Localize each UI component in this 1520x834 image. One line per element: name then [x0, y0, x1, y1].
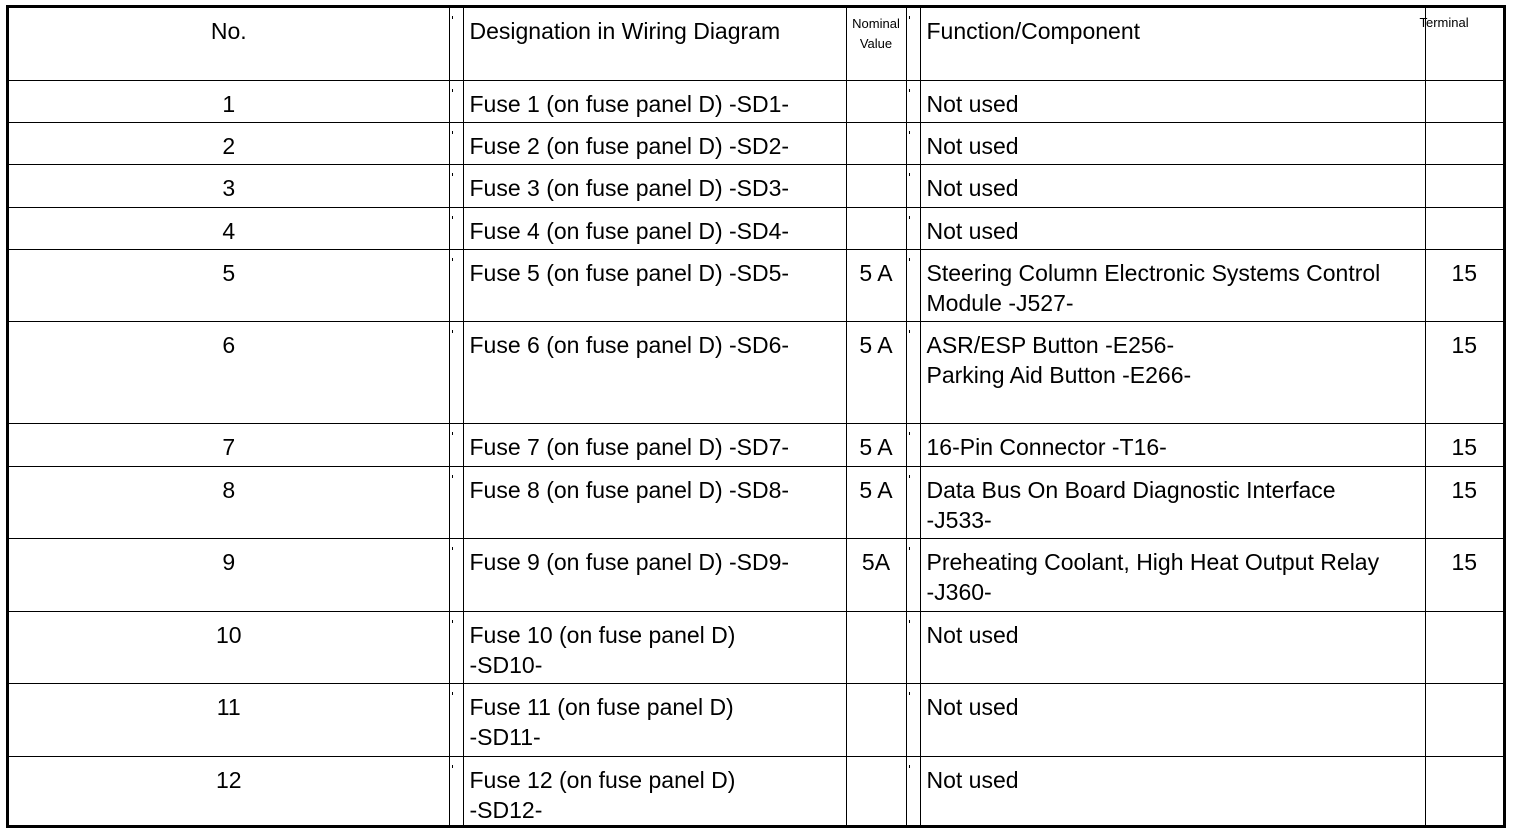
spacer-cell [449, 122, 463, 164]
cell-function [920, 122, 1425, 164]
cell-nominal-value: 5 A [846, 423, 906, 466]
spacer-cell [906, 683, 920, 756]
spacer-cell [449, 164, 463, 207]
cell-nominal-value [846, 683, 906, 756]
header-no: No. [210, 18, 247, 44]
fuse-table-frame [6, 5, 1506, 828]
table-row [9, 466, 1503, 538]
cell-terminal [1425, 611, 1503, 683]
cell-designation [463, 756, 846, 828]
spacer-cell [906, 321, 920, 423]
cell-terminal [1425, 122, 1503, 164]
cell-no: 12 [9, 756, 449, 828]
cell-terminal: 15 [1425, 423, 1503, 466]
spacer-cell [906, 207, 920, 249]
designation-line1: Fuse 6 (on fuse panel D) -SD6- [469, 331, 790, 358]
cell-terminal: 15 [1425, 538, 1503, 611]
cell-nominal-value [846, 207, 906, 249]
cell-no: 3 [9, 164, 449, 207]
table-row [9, 122, 1503, 164]
cell-function [920, 207, 1425, 249]
cell-terminal [1425, 207, 1503, 249]
function-line2: -J533- [926, 506, 992, 533]
spacer-cell [449, 756, 463, 828]
spacer-cell [449, 80, 463, 122]
designation-line1: Fuse 11 (on fuse panel D) [469, 693, 734, 720]
cell-nominal-value: 5 A [846, 466, 906, 538]
cell-no: 9 [9, 538, 449, 611]
function-line2: -J360- [926, 578, 992, 605]
header-function: Function/Component [920, 8, 1425, 80]
cell-no: 5 [9, 249, 449, 321]
cell-function [920, 756, 1425, 828]
table-header-row [9, 8, 1503, 80]
header-terminal: Terminal [1419, 15, 1469, 30]
cell-nominal-value [846, 122, 906, 164]
spacer-cell [449, 321, 463, 423]
function-line1: Preheating Coolant, High Heat Output Relay [926, 548, 1380, 575]
spacer-cell [449, 538, 463, 611]
cell-function [920, 321, 1425, 423]
table-row [9, 538, 1503, 611]
fuse-assignment-table [9, 8, 1503, 828]
cell-no: 10 [9, 611, 449, 683]
designation-line1: Fuse 2 (on fuse panel D) -SD2- [469, 132, 790, 159]
function-line1: Steering Column Electronic Systems Control [926, 259, 1381, 286]
function-line1: Not used [926, 174, 1019, 201]
spacer-cell [906, 122, 920, 164]
function-line1: Not used [926, 90, 1019, 117]
designation-line2: -SD12- [469, 796, 543, 823]
cell-no: 2 [9, 122, 449, 164]
spacer-cell [906, 756, 920, 828]
table-row [9, 321, 1503, 423]
cell-designation [463, 207, 846, 249]
cell-no: 8 [9, 466, 449, 538]
designation-line1: Fuse 9 (on fuse panel D) -SD9- [469, 548, 790, 575]
function-line1: Not used [926, 217, 1019, 244]
function-line2: Module -J527- [926, 289, 1074, 316]
designation-line1: Fuse 4 (on fuse panel D) -SD4- [469, 217, 790, 244]
spacer-cell [906, 164, 920, 207]
designation-line1: Fuse 7 (on fuse panel D) -SD7- [469, 433, 790, 460]
cell-nominal-value: 5 A [846, 249, 906, 321]
designation-line1: Fuse 3 (on fuse panel D) -SD3- [469, 174, 790, 201]
table-row [9, 207, 1503, 249]
header-nominal-line1: Nominal [852, 16, 900, 31]
cell-terminal: 15 [1425, 466, 1503, 538]
cell-terminal [1425, 164, 1503, 207]
header-nominal-line2: Value [859, 36, 893, 51]
cell-function [920, 611, 1425, 683]
cell-nominal-value [846, 756, 906, 828]
header-nominal-value [846, 8, 906, 80]
spacer-cell [449, 207, 463, 249]
table-row [9, 249, 1503, 321]
designation-line1: Fuse 12 (on fuse panel D) [469, 766, 736, 793]
function-line1: Not used [926, 766, 1019, 793]
cell-function [920, 423, 1425, 466]
cell-no: 7 [9, 423, 449, 466]
function-line1: Not used [926, 693, 1019, 720]
cell-function [920, 683, 1425, 756]
cell-no: 4 [9, 207, 449, 249]
cell-no: 1 [9, 80, 449, 122]
cell-nominal-value [846, 164, 906, 207]
cell-function [920, 164, 1425, 207]
cell-function [920, 538, 1425, 611]
spacer-cell [906, 423, 920, 466]
cell-designation [463, 423, 846, 466]
cell-designation [463, 466, 846, 538]
table-row [9, 423, 1503, 466]
spacer-cell [449, 423, 463, 466]
table-row [9, 611, 1503, 683]
function-line2: Parking Aid Button -E266- [926, 361, 1192, 388]
cell-terminal: 15 [1425, 249, 1503, 321]
function-line1: Not used [926, 621, 1019, 648]
cell-nominal-value: 5A [846, 538, 906, 611]
cell-designation [463, 683, 846, 756]
spacer-cell [906, 466, 920, 538]
function-line1: Not used [926, 132, 1019, 159]
cell-designation [463, 321, 846, 423]
cell-nominal-value [846, 611, 906, 683]
cell-terminal: 15 [1425, 321, 1503, 423]
function-line1: 16-Pin Connector -T16- [926, 433, 1167, 460]
spacer-cell [449, 249, 463, 321]
cell-designation [463, 164, 846, 207]
cell-function [920, 80, 1425, 122]
spacer-cell [906, 249, 920, 321]
function-line1: Data Bus On Board Diagnostic Interface [926, 476, 1336, 503]
cell-nominal-value [846, 80, 906, 122]
cell-terminal [1425, 683, 1503, 756]
designation-line1: Fuse 1 (on fuse panel D) -SD1- [469, 90, 790, 117]
spacer-cell [906, 611, 920, 683]
table-row [9, 80, 1503, 122]
cell-function [920, 466, 1425, 538]
cell-function [920, 249, 1425, 321]
table-row [9, 164, 1503, 207]
function-line1: ASR/ESP Button -E256- [926, 331, 1175, 358]
spacer-cell [449, 8, 463, 80]
cell-nominal-value: 5 A [846, 321, 906, 423]
cell-designation [463, 80, 846, 122]
cell-no: 11 [9, 683, 449, 756]
designation-line1: Fuse 10 (on fuse panel D) [469, 621, 736, 648]
header-terminal-cell [1419, 8, 1503, 80]
designation-line1: Fuse 5 (on fuse panel D) -SD5- [469, 259, 790, 286]
cell-designation [463, 249, 846, 321]
spacer-cell [906, 538, 920, 611]
designation-line2: -SD10- [469, 651, 543, 678]
cell-designation [463, 611, 846, 683]
cell-no: 6 [9, 321, 449, 423]
spacer-cell [449, 466, 463, 538]
cell-terminal [1425, 756, 1503, 828]
designation-line1: Fuse 8 (on fuse panel D) -SD8- [469, 476, 790, 503]
cell-terminal [1425, 80, 1503, 122]
spacer-cell [449, 611, 463, 683]
table-row [9, 683, 1503, 756]
table-row [9, 756, 1503, 828]
cell-designation [463, 122, 846, 164]
spacer-cell [449, 683, 463, 756]
spacer-cell [906, 80, 920, 122]
header-designation: Designation in Wiring Diagram [463, 8, 846, 80]
spacer-cell [906, 8, 920, 80]
designation-line2: -SD11- [469, 723, 541, 750]
cell-designation [463, 538, 846, 611]
